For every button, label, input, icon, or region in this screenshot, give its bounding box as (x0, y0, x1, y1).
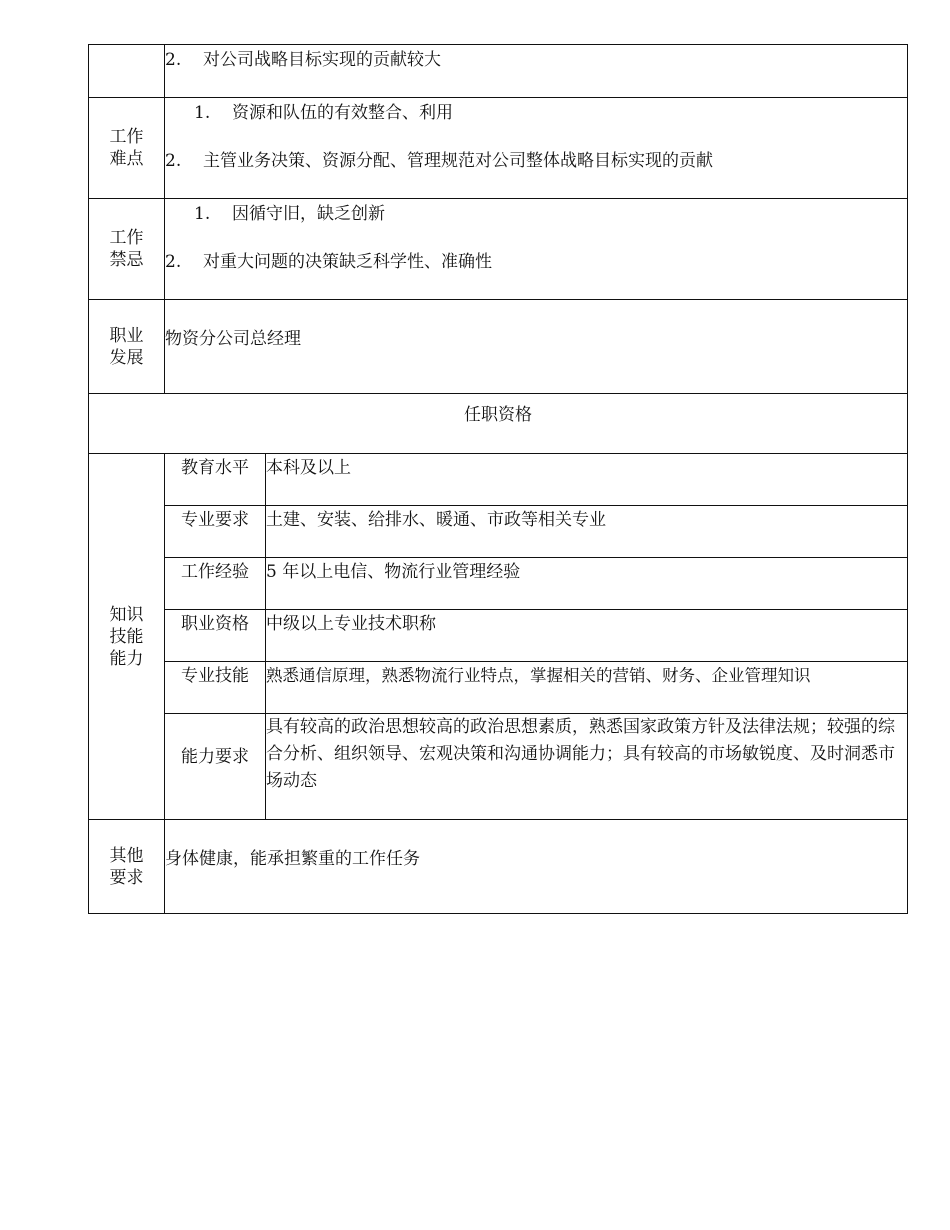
item-number: 1. (194, 103, 211, 123)
career-row (89, 300, 908, 394)
qualification-row (89, 558, 908, 610)
job-description-table (88, 44, 908, 914)
career-label (89, 300, 165, 394)
qualifications-title-row (89, 394, 908, 454)
label-line: 要求 (109, 867, 144, 888)
label-line: 职业 (109, 325, 144, 346)
item-number: 2. (165, 50, 182, 70)
section-title: 任职资格 (89, 394, 908, 454)
qualification-value: 中级以上专业技术职称 (266, 610, 908, 662)
career-value: 物资分公司总经理 (165, 329, 301, 349)
list-item (165, 150, 907, 172)
difficulties-row (89, 98, 908, 199)
label-line: 工作 (109, 228, 144, 248)
qualification-label: 专业技能 (165, 662, 266, 714)
career-content (165, 300, 908, 394)
qualification-value: 5 年以上电信、物流行业管理经验 (266, 558, 908, 610)
other-label (89, 820, 165, 914)
difficulties-label (89, 98, 165, 199)
job-description-page (88, 44, 907, 914)
item-text: 对重大问题的决策缺乏科学性、准确性 (203, 252, 492, 272)
label-line: 难点 (109, 149, 144, 169)
list-item (165, 251, 907, 273)
qualification-row (89, 454, 908, 506)
qualification-label: 教育水平 (165, 454, 266, 506)
qualification-row (89, 506, 908, 558)
label-line: 能力 (109, 648, 144, 669)
qualification-label: 工作经验 (165, 558, 266, 610)
taboos-row (89, 199, 908, 300)
item-number: 2. (165, 151, 182, 171)
qualification-row (89, 610, 908, 662)
qualification-value: 本科及以上 (266, 454, 908, 506)
label-line: 发展 (109, 347, 144, 368)
qualification-label: 职业资格 (165, 610, 266, 662)
qualification-label: 能力要求 (165, 714, 266, 820)
qualification-row (89, 662, 908, 714)
label-line: 知识 (109, 604, 144, 625)
label-line: 禁忌 (109, 250, 144, 270)
other-content (165, 820, 908, 914)
contribution-label-cell (89, 45, 165, 98)
taboos-label (89, 199, 165, 300)
item-text: 主管业务决策、资源分配、管理规范对公司整体战略目标实现的贡献 (203, 151, 713, 171)
item-number: 2. (165, 252, 182, 272)
label-line: 其他 (109, 845, 144, 866)
item-text: 因循守旧，缺乏创新 (232, 204, 385, 224)
contribution-row (89, 45, 908, 98)
list-item (165, 49, 907, 71)
qualification-value: 熟悉通信原理，熟悉物流行业特点，掌握相关的营销、财务、企业管理知识 (266, 662, 908, 714)
qualification-value: 具有较高的政治思想较高的政治思想素质，熟悉国家政策方针及法律法规；较强的综合分析、组织领导、宏观决策和沟通协调能力；具有较高的市场敏锐度、及时洞悉市场动态 (266, 714, 908, 820)
taboos-content (165, 199, 908, 300)
list-item (165, 203, 907, 225)
qualification-value: 土建、安装、给排水、暖通、市政等相关专业 (266, 506, 908, 558)
list-item (165, 102, 907, 124)
contribution-content (165, 45, 908, 98)
knowledge-skills-label (89, 454, 165, 820)
label-line: 工作 (109, 127, 144, 147)
other-value: 身体健康，能承担繁重的工作任务 (165, 849, 420, 869)
difficulties-content (165, 98, 908, 199)
item-text: 资源和队伍的有效整合、利用 (232, 103, 453, 123)
other-row (89, 820, 908, 914)
qualification-label: 专业要求 (165, 506, 266, 558)
qualification-row (89, 714, 908, 820)
item-text: 对公司战略目标实现的贡献较大 (203, 50, 441, 70)
label-line: 技能 (109, 626, 144, 647)
item-number: 1. (194, 204, 211, 224)
